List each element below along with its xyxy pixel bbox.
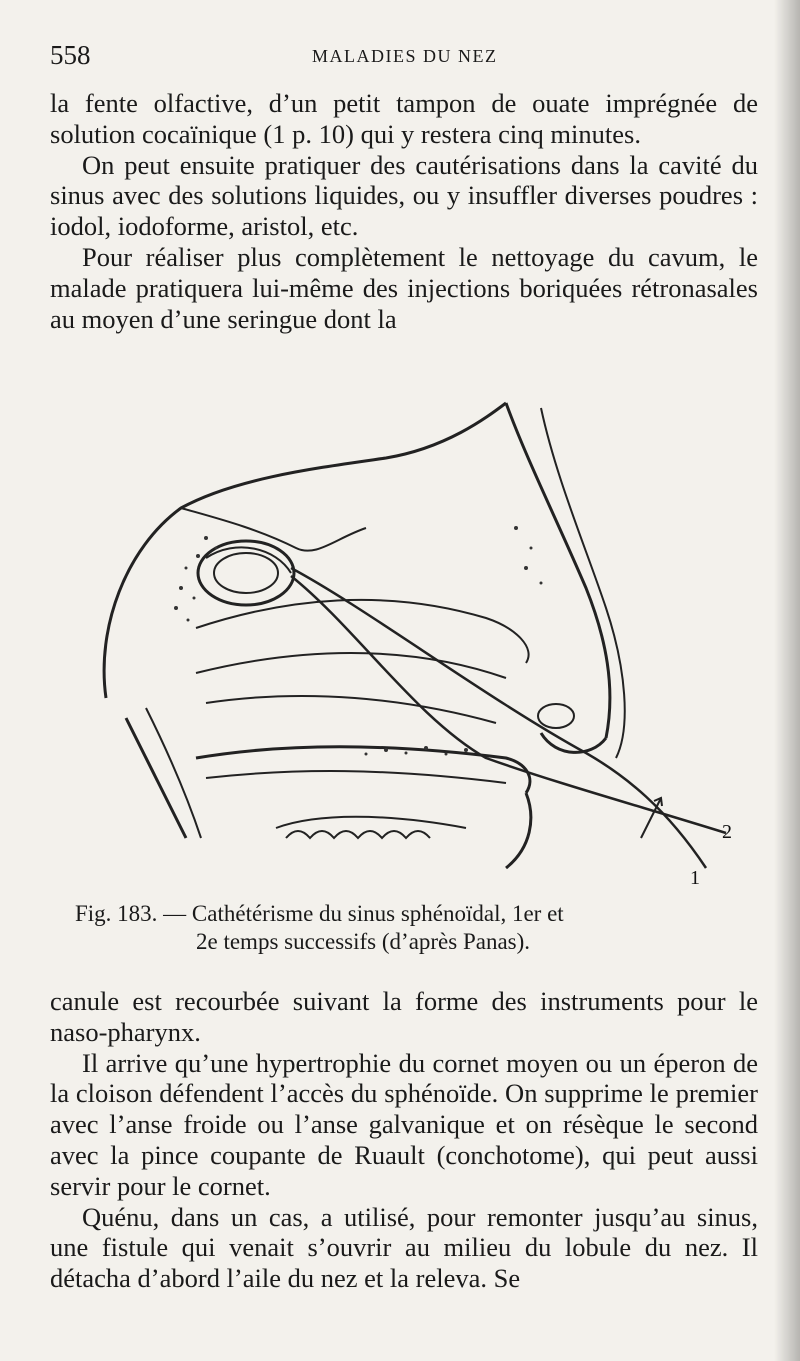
- paragraph-6: Quénu, dans un cas, a utilisé, pour remonter jusqu’au sinus, une fistule qui venait s’ouvrir au milieu du lobule du nez. Il détacha d’abord l’aile du nez et la releva. Se: [50, 1201, 758, 1294]
- caption-line-1: Fig. 183. — Cathétérisme du sinus sphénoïdal, 1er et: [75, 901, 564, 926]
- paragraph-2: On peut ensuite pratiquer des cautérisations dans la cavité du sinus avec des solutions liquides, ou y insuffler diverses poudres : iodol, iodoforme, aristol, etc.: [50, 149, 758, 242]
- paragraph-1: la fente olfactive, d’un petit tampon de ouate imprégnée de solution cocaïnique (1 p. 10) qui y restera cinq minutes.: [50, 88, 758, 149]
- running-title: MALADIES DU NEZ: [312, 46, 498, 66]
- callout-1: 1: [690, 867, 700, 889]
- paragraph-3: Pour réaliser plus complètement le nettoyage du cavum, le malade pratiquera lui-même des injections boriquées rétronasales au moyen d’une seringue dont la: [50, 241, 758, 334]
- running-head: [50, 40, 750, 70]
- caption-line-2: 2e temps successifs (d’après Panas).: [196, 929, 531, 954]
- bottom-text-block: [50, 986, 758, 1294]
- paragraph-4: canule est recourbée suivant la forme des instruments pour le naso-pharynx.: [50, 986, 758, 1047]
- page-number: 558: [50, 40, 91, 70]
- page-gutter-shadow: [774, 0, 800, 1361]
- paragraph-5: Il arrive qu’une hypertrophie du cornet moyen ou un éperon de la cloison défendent l’accès du sphénoïde. On supprime le premier avec l’anse froide ou l’anse galvanique et on résèque le second avec la pince coupante de Ruault (conchotome), qui peut aussi servir pour le cornet.: [50, 1047, 758, 1201]
- top-text-block: [50, 88, 758, 334]
- sphenoid-catheterism-illustration: [86, 398, 746, 898]
- callout-2: 2: [722, 821, 732, 843]
- anatomical-figure: [86, 398, 746, 898]
- figure-caption: [75, 900, 745, 956]
